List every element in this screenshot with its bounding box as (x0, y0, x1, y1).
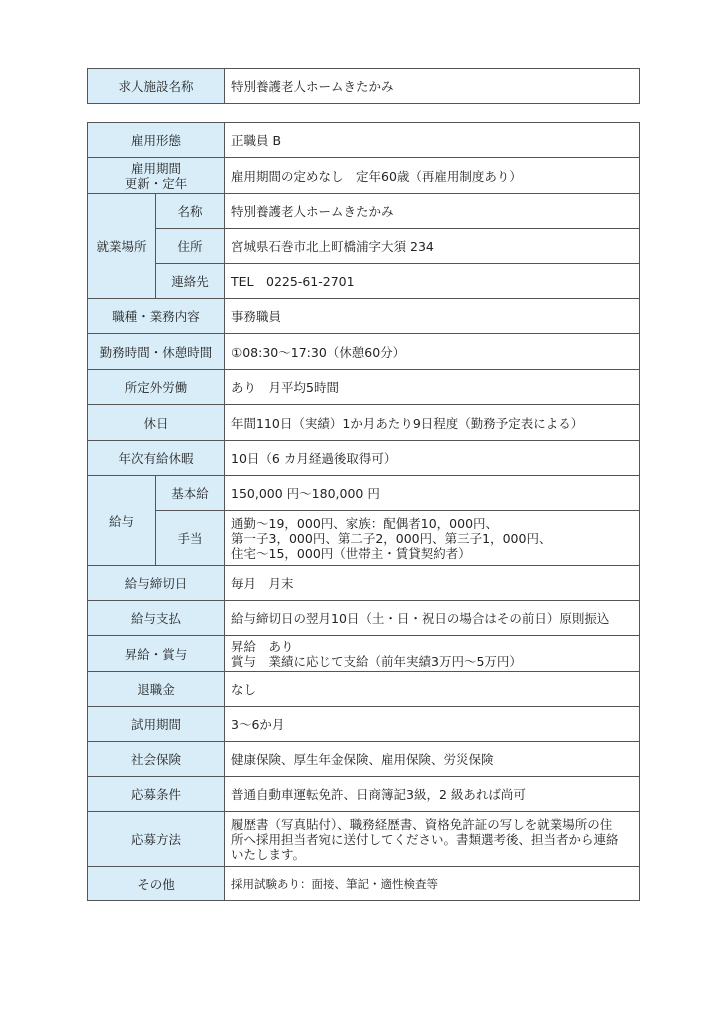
raise-bonus-value (225, 636, 640, 672)
salary-allowance-value (225, 511, 640, 566)
holidays-row (88, 405, 640, 441)
workplace-contact-label: 連絡先 (156, 264, 225, 299)
raise-bonus-row (88, 636, 640, 672)
paid-leave-label: 年次有給休暇 (88, 441, 225, 476)
other-label: その他 (88, 867, 225, 901)
paid-leave-value: 10日（6 カ月経過後取得可） (225, 441, 640, 476)
requirements-row (88, 777, 640, 812)
pay-day-row (88, 601, 640, 636)
probation-value: 3～6か月 (225, 707, 640, 742)
salary-allowance-label: 手当 (156, 511, 225, 566)
insurance-label: 社会保険 (88, 742, 225, 777)
probation-label: 試用期間 (88, 707, 225, 742)
application-row (88, 812, 640, 867)
paid-leave-row (88, 441, 640, 476)
workplace-label: 就業場所 (88, 194, 156, 299)
application-line: 所へ採用担当者宛に送付してください。書類選考後、担当者から連絡 (231, 831, 619, 847)
insurance-row (88, 742, 640, 777)
allowance-line: 通勤～19，000円、家族：配偶者10，000円、 (231, 515, 499, 531)
workplace-name-row (88, 194, 640, 229)
application-label: 応募方法 (88, 812, 225, 867)
salary-base-value: 150,000 円～180,000 円 (225, 476, 640, 511)
probation-row (88, 707, 640, 742)
overtime-value: あり 月平均5時間 (225, 370, 640, 405)
pay-cutoff-label: 給与締切日 (88, 566, 225, 601)
allowance-line: 住宅～15，000円（世帯主・賃貸契約者） (231, 545, 471, 561)
requirements-value: 普通自動車運転免許、日商簿記3級，2 級あれば尚可 (225, 777, 640, 812)
job-details-table (87, 122, 640, 901)
application-line: いたします。 (231, 846, 306, 862)
facility-label: 求人施設名称 (88, 69, 225, 104)
workplace-contact-value: TEL 0225-61-2701 (225, 264, 640, 299)
raise-bonus-line: 賞与 業績に応じて支給（前年実績3万円～5万円） (231, 653, 522, 669)
pay-day-value: 給与締切日の翌月10日（土・日・祝日の場合はその前日）原則振込 (225, 601, 640, 636)
employment-type-value: 正職員 B (225, 123, 640, 158)
application-value (225, 812, 640, 867)
pay-day-label: 給与支払 (88, 601, 225, 636)
workplace-name-value: 特別養護老人ホームきたかみ (225, 194, 640, 229)
overtime-label: 所定外労働 (88, 370, 225, 405)
retirement-value: なし (225, 672, 640, 707)
employment-period-label-line: 更新・定年 (124, 175, 188, 191)
employment-type-label: 雇用形態 (88, 123, 225, 158)
job-type-label: 職種・業務内容 (88, 299, 225, 334)
raise-bonus-line: 昇給 あり (231, 638, 294, 654)
raise-bonus-label: 昇給・賞与 (88, 636, 225, 672)
facility-value: 特別養護老人ホームきたかみ (225, 69, 640, 104)
allowance-line: 第一子3，000円、第二子2，000円、第三子1，000円、 (231, 530, 552, 546)
workplace-address-value: 宮城県石巻市北上町橋浦字大須 234 (225, 229, 640, 264)
other-value: 採用試験あり：面接、筆記・適性検査等 (225, 867, 640, 901)
pay-cutoff-value: 毎月 月末 (225, 566, 640, 601)
holidays-value: 年間110日（実績）1か月あたり9日程度（勤務予定表による） (225, 405, 640, 441)
job-type-row (88, 299, 640, 334)
holidays-label: 休日 (88, 405, 225, 441)
working-hours-row (88, 334, 640, 370)
salary-allowance-row (88, 511, 640, 566)
job-type-value: 事務職員 (225, 299, 640, 334)
other-row (88, 867, 640, 901)
salary-base-label: 基本給 (156, 476, 225, 511)
working-hours-label: 勤務時間・休憩時間 (88, 334, 225, 370)
salary-base-row (88, 476, 640, 511)
workplace-name-label: 名称 (156, 194, 225, 229)
application-line: 履歴書（写真貼付）、職務経歴書、資格免許証の写しを就業場所の住 (231, 816, 613, 832)
employment-period-label-line: 雇用期間 (131, 160, 182, 176)
pay-cutoff-row (88, 566, 640, 601)
retirement-row (88, 672, 640, 707)
retirement-label: 退職金 (88, 672, 225, 707)
facility-row (88, 69, 640, 104)
employment-period-row (88, 158, 640, 194)
facility-table (87, 68, 640, 104)
overtime-row (88, 370, 640, 405)
workplace-contact-row (88, 264, 640, 299)
insurance-value: 健康保険、厚生年金保険、雇用保険、労災保険 (225, 742, 640, 777)
workplace-address-row (88, 229, 640, 264)
workplace-address-label: 住所 (156, 229, 225, 264)
working-hours-value: ①08:30～17:30（休憩60分） (225, 334, 640, 370)
requirements-label: 応募条件 (88, 777, 225, 812)
employment-type-row (88, 123, 640, 158)
employment-period-label (88, 158, 225, 194)
employment-period-value: 雇用期間の定めなし 定年60歳（再雇用制度あり） (225, 158, 640, 194)
salary-label: 給与 (88, 476, 156, 566)
